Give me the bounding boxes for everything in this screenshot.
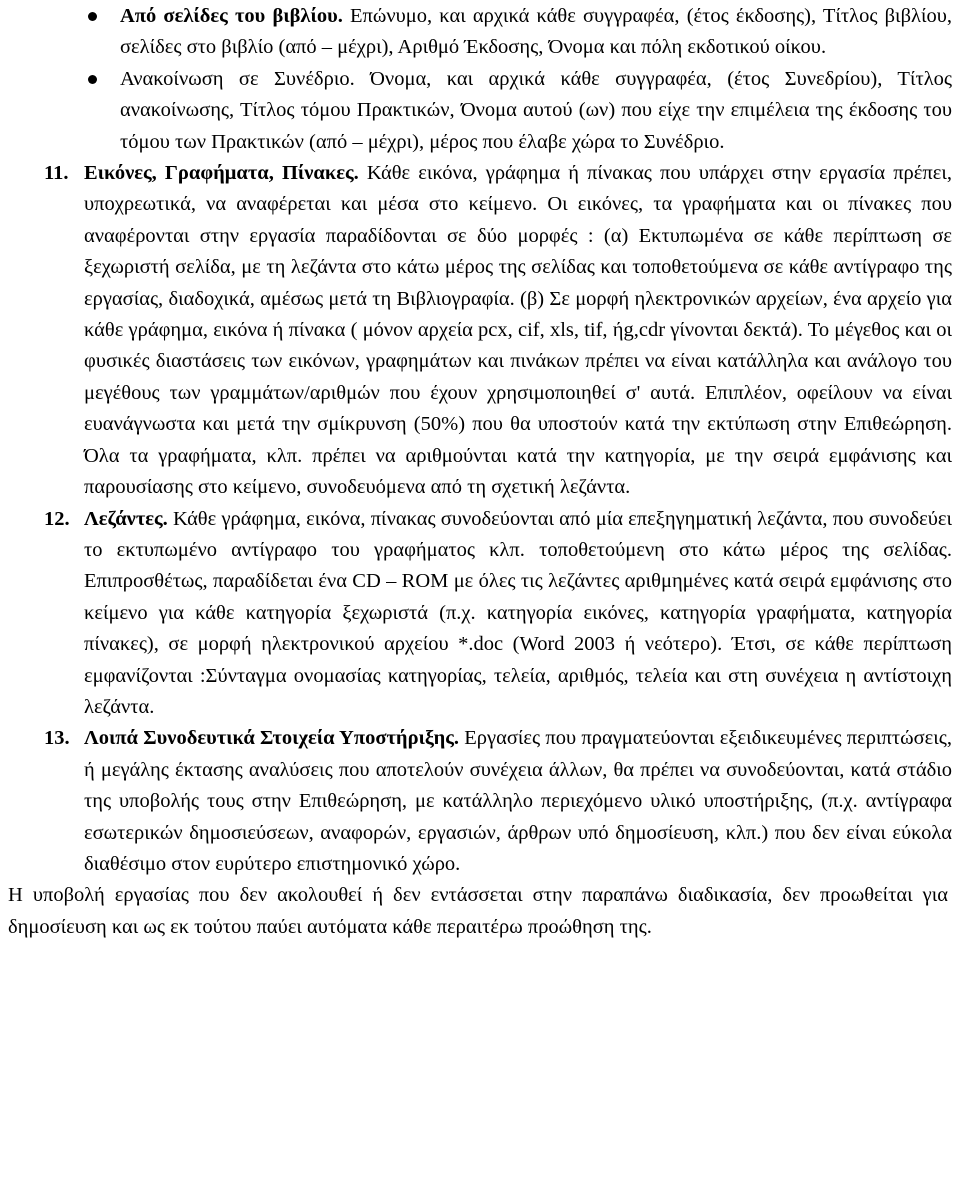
section-text: Εργασίες που πραγματεύονται εξειδικευμένες περιπτώσεις, ή μεγάλης έκτασης αναλύσεις που αποτελούν συνέχεια άλλων, θα πρέπει να συνοδεύονται, κατά στάδιο της υποβολής τους στην Επιθεώρηση, με κατάλληλο περιεχόμενο υλικό υποστήριξης, (π.χ. αντίγραφα εσωτερικών δημοσιεύσεων, αναφορών, εργασιών, άρθρων υπό δημοσίευση, κλπ.) που δεν είναι εύκολα διαθέσιμο στον ευρύτερο επιστημονικό χώρο.	[84, 727, 952, 875]
section-13-support-materials	[8, 723, 952, 880]
bullet-item-book-pages	[8, 1, 952, 64]
bullet-text: Επώνυμο, και αρχικά κάθε συγγραφέα, (έτος έκδοσης), Τίτλος βιβλίου, σελίδες στο βιβλίο (από – μέχρι), Αριθμό Έκδοσης, Όνομα και πόλη εκδοτικού οίκου.	[120, 5, 952, 59]
section-number: 12.	[44, 507, 70, 530]
bullet-text: Ανακοίνωση σε Συνέδριο. Όνομα, και αρχικά κάθε συγγραφέα, (έτος Συνεδρίου), Τίτλος ανακοίνωσης, Τίτλος τόμου Πρακτικών, Όνομα αυτού (ων) που είχε την επιμέλεια της έκδοσης του τόμου των Πρακτικών (από – μέχρι), μέρος που έλαβε χώρα το Συνέδριο.	[120, 67, 952, 153]
section-heading: Λεζάντες.	[84, 507, 168, 530]
section-heading: Εικόνες, Γραφήματα, Πίνακες.	[84, 162, 359, 185]
section-text: Κάθε γράφημα, εικόνα, πίνακας συνοδεύονται από μία επεξηγηματική λεζάντα, που συνοδεύει το εκτυπωμένο αντίγραφο του γραφήματος κλπ. τοποθετούμενη στο κάτω μέρος της σελίδας. Επιπροσθέτως, παραδίδεται ένα CD – ROM με όλες τις λεζάντες αριθμημένες κατά σειρά εμφάνισης στο κείμενο για κάθε κατηγορία ξεχωριστά (π.χ. κατηγορία εικόνες, κατηγορία γραφήματα, κατηγορία πίνακες), σε μορφή ηλεκτρονικού αρχείου *.doc (Word 2003 ή νεότερο). Έτσι, σε κάθε περίπτωση εμφανίζονται :Σύνταγμα ονομασίας κατηγορίας, τελεία, αριθμός, τελεία και στη συνέχεια η αντίστοιχη λεζάντα.	[84, 507, 952, 718]
section-11-figures	[8, 158, 952, 503]
closing-text: Η υποβολή εργασίας που δεν ακολουθεί ή δεν εντάσσεται στην παραπάνω διαδικασία, δεν προωθείται για δημοσίευση και ως εκ τούτου παύει αυτόματα κάθε περαιτέρω προώθηση της.	[8, 884, 948, 938]
bullet-icon	[88, 75, 97, 84]
section-12-captions	[8, 504, 952, 724]
closing-paragraph	[8, 880, 952, 943]
section-heading: Λοιπά Συνοδευτικά Στοιχεία Υποστήριξης.	[84, 727, 460, 750]
bullet-icon	[88, 12, 97, 21]
section-number: 11.	[44, 162, 69, 185]
section-number: 13.	[44, 727, 70, 750]
bullet-item-conference	[8, 64, 952, 158]
section-text: Κάθε εικόνα, γράφημα ή πίνακας που υπάρχει στην εργασία πρέπει, υποχρεωτικά, να αναφέρεται και μέσα στο κείμενο. Οι εικόνες, τα γραφήματα και οι πίνακες που αναφέρονται στην εργασία παραδίδονται σε δύο μορφές : (α) Εκτυπωμένα σε κάθε περίπτωση σε ξεχωριστή σελίδα, με τη λεζάντα στο κάτω μέρος της σελίδας και τοποθετούμενα σε κάθε αντίγραφο της εργασίας, διαδοχικά, αμέσως μετά τη Βιβλιογραφία. (β) Σε μορφή ηλεκτρονικών αρχείων, ένα αρχείο για κάθε γράφημα, εικόνα ή πίνακα ( μόνον αρχεία pcx, cif, xls, tif, ήg,cdr γίνονται δεκτά). Το μέγεθος και οι φυσικές διαστάσεις των εικόνων, γραφημάτων και πινάκων πρέπει να είναι κατάλληλα και ανάλογο του μεγέθους των γραμμάτων/αριθμών που έχουν χρησιμοποιηθεί σ' αυτά. Επιπλέον, οφείλουν να είναι ευανάγνωστα και μετά την σμίκρυνση (50%) που θα υποστούν κατά την εκτύπωση στην Επιθεώρηση. Όλα τα γραφήματα, κλπ. πρέπει να αριθμούνται κατά την κατηγορία, με την σειρά εμφάνισης και παρουσίασης στο κείμενο, συνοδευόμενα από τη σχετική λεζάντα.	[84, 162, 952, 499]
bullet-heading: Από σελίδες του βιβλίου.	[120, 5, 343, 27]
